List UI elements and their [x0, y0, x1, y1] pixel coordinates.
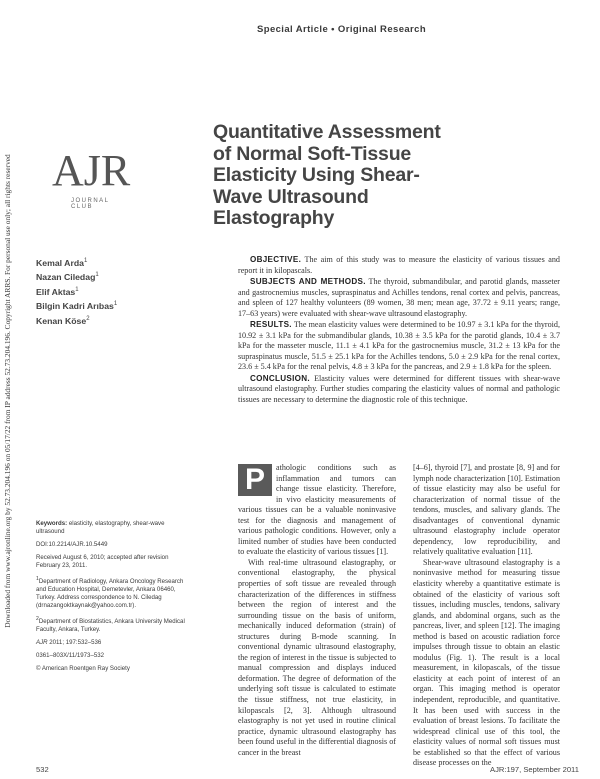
body-paragraph: [4–6], thyroid [7], and prostate [8, 9] and for lymph node characterization [10]. Estimation of tissue elasticity may also be useful for characterization of normal tissue of the tendons, muscles, and salivary glands. The disadvantages of conventional dynamic ultrasound elastography include operator dependency, low reproducibility, and relatively qualitative evaluation [11]. [413, 463, 560, 557]
body-paragraph: P athologic conditions such as inflammation and tumors can change tissue elasticity. Therefore, in vivo elasticity measurements of various tissues can be a valuable noninvasive test for the diagnosis and management of various pathologic conditions. However, only a limited number of studies have been conducted to evaluate the elasticity of various tissues [1]. [238, 463, 396, 557]
citation: AJR 2011; 197:532–536 [36, 639, 102, 647]
article-title: Quantitative Assessment of Normal Soft-Tissue Elasticity Using Shear-Wave Ultrasound Elastography [213, 121, 441, 229]
journal-issue: AJR:197, September 2011 [490, 765, 579, 774]
issn: 0361–803X/11/1973–532 [36, 652, 105, 660]
body-paragraph: Shear-wave ultrasound elastography is a noninvasive method for measuring tissue elasticity whereby a quantitative estimate is obtained of the elasticity of various soft tissues, including muscles, tendons, salivary glands, and abdominal organs, such as the pancreas, liver, and spleen [12]. The imaging method is based on acoustic radiation force impulses through tissue to obtain an elastic modulus (Fig. 1). The result is a local measurement, in kilopascals, of the tissue elasticity at each point of interest of an organ. This imaging method is operator independent, reproducible, and quantitative. It has been used with success in the evaluation of breast lesions. To facilitate the widespread clinical use of this tool, the elasticity values of normal soft tissues must be established so that the effect of various disease processes on the [413, 557, 560, 768]
affiliation: $^1$Department of Radiology, Ankara Oncology Research and Education Hospital, Demetevler, Ankara 06460, Turkey. Address correspondence to N. Ciledag (drnazangoktkaynak@yahoo.com.tr). [36, 576, 184, 610]
copyright: © American Roentgen Ray Society [36, 665, 130, 673]
body-paragraph: With real-time ultrasound elastography, or conventional elastography, the physical properties of soft tissue are revealed through characterization of the differences in stiffness between the region of interest and the surrounding tissue on the basis of uniform, mechanically induced deformation (strain) of structures during B-mode scanning. In conventional dynamic ultrasound elastography, the region of interest in the tissue is subjected to manual compression and displays induced deformation. The degree of deformation of the underlying soft tissue is calculated to estimate the tissue stiffness, not true elasticity, in kilopascals [2, 3]. Although ultrasound elastography is not yet used in routine clinical practice, dynamic ultrasound elastography has been found useful in the differential diagnosis of cancer in the breast [238, 557, 396, 757]
author-list [36, 255, 156, 327]
article-metadata [36, 520, 186, 678]
author: Kenan Köse$^2$ [36, 315, 90, 326]
author: Kemal Arda$^1$ [36, 257, 88, 268]
logo-letters: AJR [52, 146, 131, 195]
abstract-objective: OBJECTIVE. The aim of this study was to measure the elasticity of various tissues and report it in kilopascals. [238, 255, 560, 275]
body-column-right [413, 463, 560, 769]
doi: DOI:10.2214/AJR.10.5449 [36, 541, 108, 548]
author: Nazan Ciledag$^1$ [36, 272, 99, 283]
section-label: Special Article • Original Research [257, 24, 427, 35]
abstract-methods: SUBJECTS AND METHODS. The thyroid, submandibular, and parotid glands, masseter and gastrocnemius muscles, supraspinatus and Achilles tendons, renal cortex and pelvis, pancreas, and spleen of 127 healthy volunteers (89 women, 38 men; mean age, 37.72 ± 9.11 years; range, 17–63 years) were evaluated with shear-wave ultrasound elastography. [238, 277, 560, 318]
journal-logo [52, 146, 131, 214]
author: Bilgin Kadri Arıbas$^1$ [36, 301, 118, 312]
logo-subtitle: JOURNAL CLUB [71, 198, 110, 210]
abstract-conclusion: CONCLUSION. Elasticity values were determined for different tissues with shear-wave ultrasound elastography. Further studies comparing the elasticity values of normal and pathologic tissues are necessary to determine the diagnostic role of this technique. [238, 373, 560, 404]
abstract [238, 255, 560, 406]
page-number: 532 [36, 765, 49, 774]
affiliation: $^2$Department of Biostatistics, Ankara University Medical Faculty, Ankara, Turkey. [36, 616, 185, 634]
author: Elif Aktas$^1$ [36, 286, 79, 297]
keywords: Keywords: elasticity, elastography, shear-wave ultrasound [36, 520, 165, 535]
download-notice: Downloaded from www.ajronline.org by 52.73.204.196 on 05/17/22 from IP address 52.73.204.196. Copyright ARRS. For personal use only; all rights reserved [3, 154, 12, 628]
body-column-left [238, 463, 396, 758]
received-date: Received August 6, 2010; accepted after revision February 23, 2011. [36, 554, 169, 569]
abstract-results: RESULTS. The mean elasticity values were determined to be 10.97 ± 3.1 kPa for the thyroid, 10.92 ± 3.1 kPa for the submandibular glands, 10.38 ± 3.5 kPa for the parotid glands, 10.4 ± 3.7 kPa for the masseter muscle, 11.1 ± 4.1 kPa for the gastrocnemius muscle, 31.2 ± 13 kPa for the supraspinatus muscle, 51.5 ± 25.1 kPa for the Achilles tendons, 5.0 ± 2.9 kPa for the renal cortex, 23.6 ± 5.4 kPa for the renal pelvis, 4.8 ± 3 kPa for the pancreas, and 2.9 ± 1.8 kPa for the spleen. [238, 320, 560, 371]
drop-cap: P [238, 464, 272, 496]
